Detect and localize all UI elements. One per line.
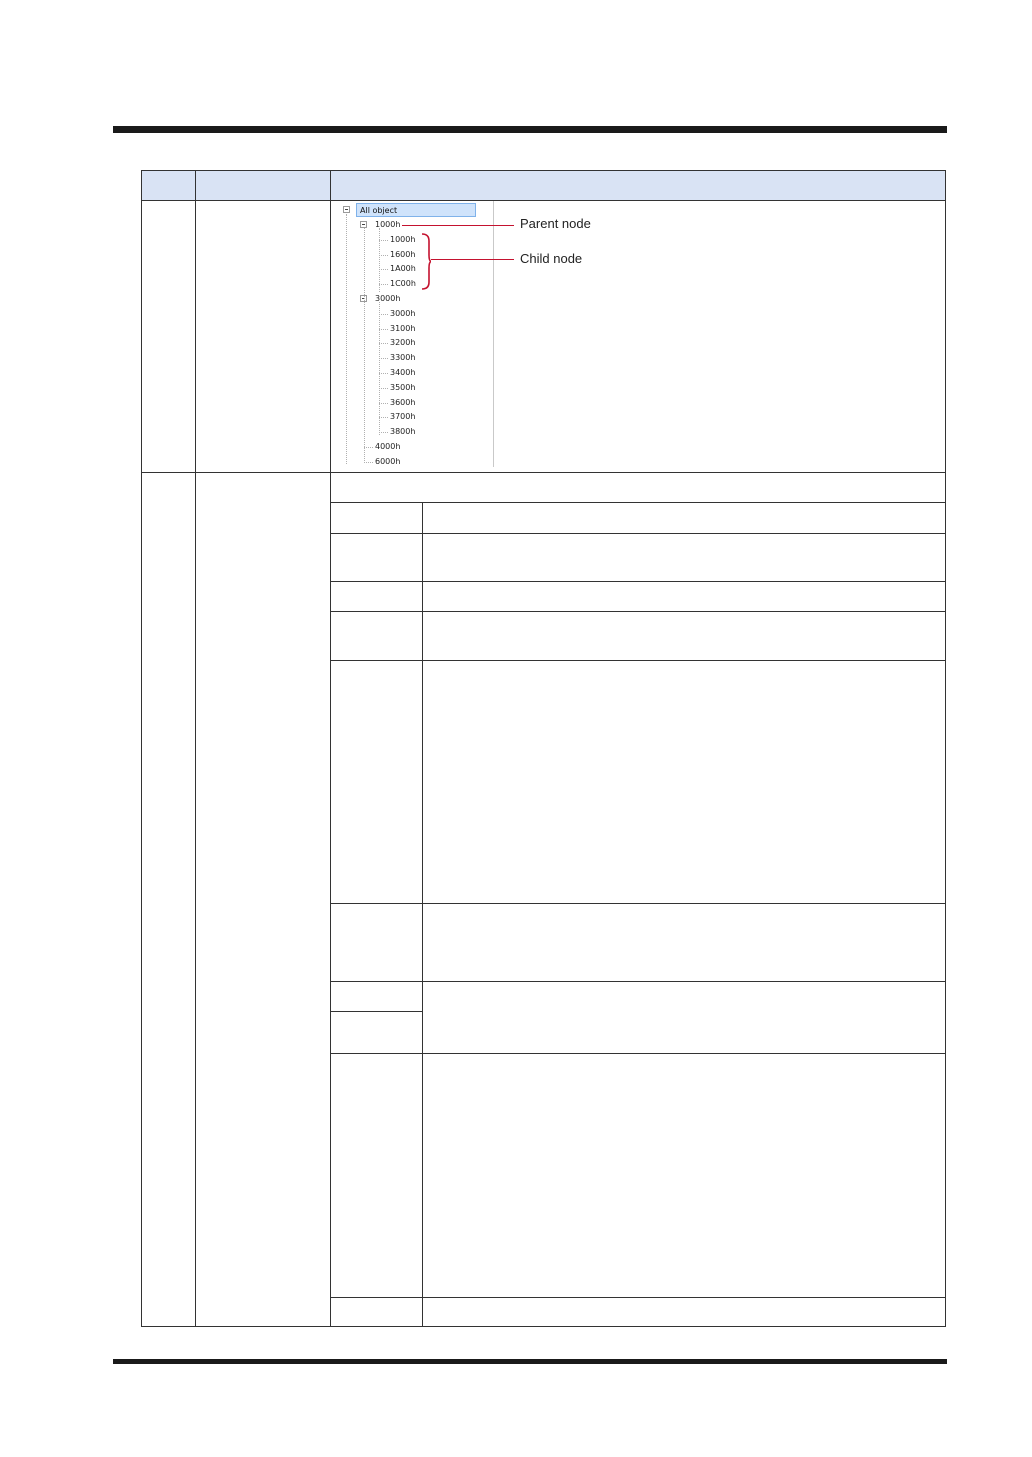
tree-node-3400h[interactable]: 3400h [390,368,416,377]
subtable-row-divider [330,533,946,534]
parent-node-label: Parent node [520,216,591,231]
tree-node-1000h[interactable]: 1000h [375,220,401,229]
tree-node-6000h[interactable]: 6000h [375,456,401,466]
tree-guide-line [379,228,380,292]
header-rule [113,126,947,133]
footer-rule [113,1359,947,1364]
tree-guide-line [364,228,365,463]
tree-node-1600h[interactable]: 1600h [390,249,416,259]
tree-guide-line [379,329,388,330]
subtable-row-divider [330,903,946,904]
tree-root-label: All object [360,206,398,215]
header-divider [141,200,946,201]
tree-node-3500h[interactable]: 3500h [390,382,416,392]
subtable-row-divider [330,1053,946,1054]
tree-node-3000h[interactable]: 3000h [375,294,401,303]
child-node-brace [421,233,431,290]
tree-guide-line [379,343,388,344]
tree-guide-line [379,302,380,435]
tree-node-3700h[interactable]: 3700h [390,412,416,422]
tree-guide-line [379,240,388,241]
tree-node-3000h[interactable]: 3000h [390,308,416,318]
subtable-row-divider [330,581,946,582]
tree-node-3100h[interactable]: 3100h [390,323,416,333]
child-node-pointer [431,259,514,260]
tree-node-3600h[interactable]: 3600h [390,397,416,407]
collapse-icon[interactable] [360,221,367,228]
tree-guide-line [379,269,388,270]
tree-guide-line [379,432,388,433]
tree-node-3300h[interactable]: 3300h [390,353,416,363]
tree-guide-line [364,462,373,463]
subtable-row-divider [330,981,946,982]
tree-guide-line [379,388,388,389]
tree-node-3800h[interactable]: 3800h [390,427,416,437]
tree-guide-line [379,255,388,256]
tree-guide-line [379,373,388,374]
tree-guide-line [379,358,388,359]
tree-guide-line [379,314,388,315]
tree-guide-line [379,403,388,404]
tree-node-4000h[interactable]: 4000h [375,442,401,451]
subtable-row-divider [330,611,946,612]
subtable-column-divider [422,503,423,1327]
row-divider [141,472,946,473]
column-divider-1 [195,170,196,1327]
parent-node-pointer [402,225,514,226]
tree-guide-line [346,214,347,464]
tree-root-all-object[interactable] [356,203,476,217]
child-node-label: Child node [520,251,583,266]
subtable-row-divider [330,1297,946,1298]
tree-guide-line [364,447,373,448]
tree-node-1a00h[interactable]: 1A00h [390,264,416,274]
subtable-row-divider [330,502,946,503]
collapse-icon[interactable] [343,206,350,213]
object-tree-view [338,201,494,467]
tree-guide-line [379,284,388,285]
subtable-row-divider [330,1011,422,1012]
document-table [141,170,946,1327]
tree-node-1000h[interactable]: 1000h [390,234,416,244]
column-divider-2 [330,170,331,1327]
tree-node-1c00h[interactable]: 1C00h [390,279,416,289]
tree-node-3200h[interactable]: 3200h [390,338,416,348]
tree-guide-line [379,417,388,418]
subtable-row-divider [330,660,946,661]
table-header-row [142,171,945,200]
